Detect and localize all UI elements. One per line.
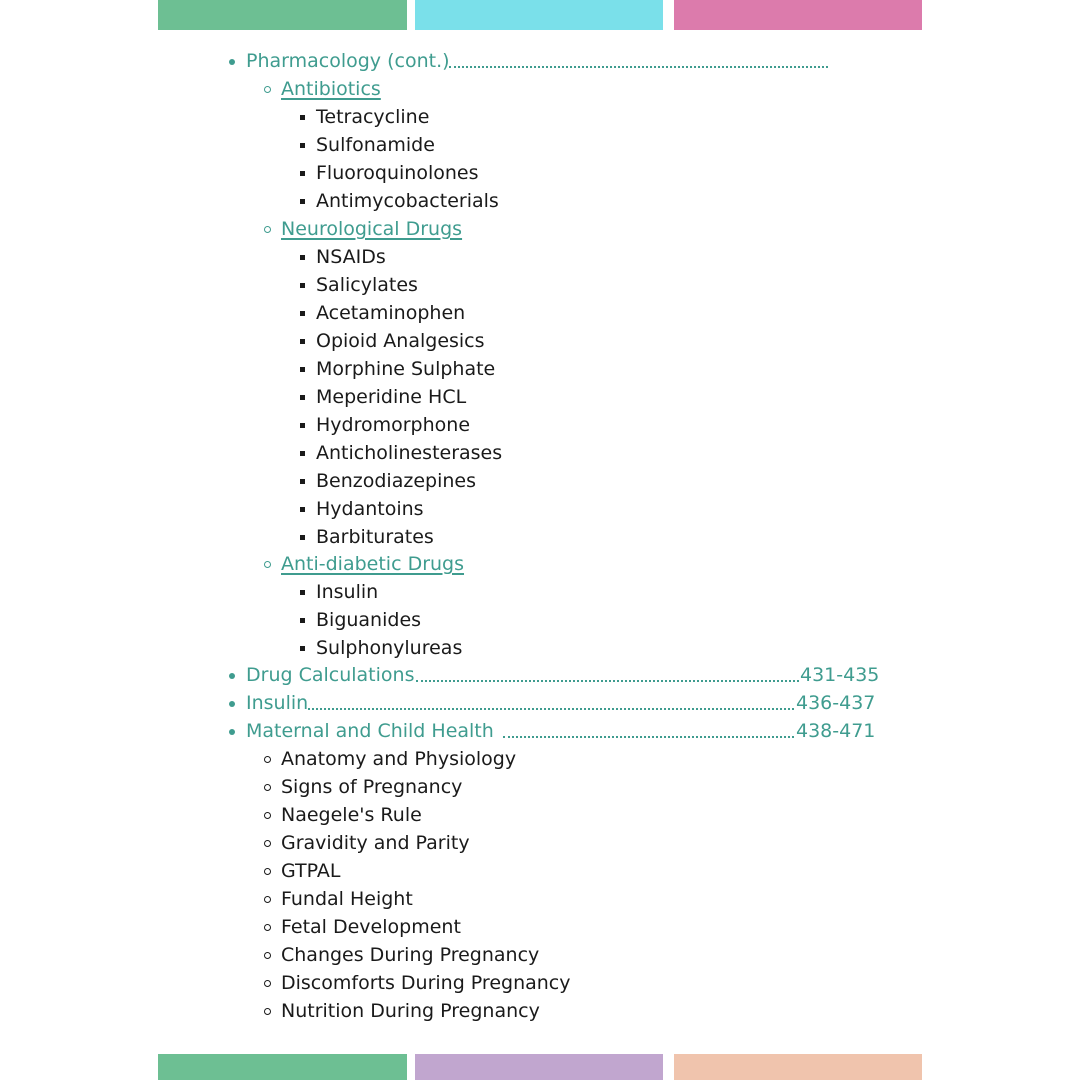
toc-entry-pharmacology[interactable]: Pharmacology (cont.) bbox=[246, 50, 450, 72]
toc-item: Morphine Sulphate bbox=[316, 358, 496, 380]
toc-item: Changes During Pregnancy bbox=[281, 944, 540, 966]
circle-bullet-icon bbox=[264, 1008, 271, 1015]
toc-item: Opioid Analgesics bbox=[316, 330, 485, 352]
circle-bullet-icon bbox=[264, 924, 271, 931]
circle-bullet-icon bbox=[264, 896, 271, 903]
toc-item: Acetaminophen bbox=[316, 302, 466, 324]
square-bullet-icon bbox=[300, 311, 305, 316]
toc-item: Anticholinesterases bbox=[316, 442, 503, 464]
square-bullet-icon bbox=[300, 171, 305, 176]
toc-item: Meperidine HCL bbox=[316, 386, 467, 408]
bullet-icon bbox=[229, 701, 235, 707]
circle-bullet-icon bbox=[264, 812, 271, 819]
top-bar-green bbox=[158, 0, 407, 30]
top-bar-cyan bbox=[415, 0, 663, 30]
toc-item: Naegele's Rule bbox=[281, 804, 422, 826]
toc-link-anti-diabetic-drugs[interactable]: Anti-diabetic Drugs bbox=[281, 553, 465, 575]
square-bullet-icon bbox=[300, 283, 305, 288]
bottom-bar-green bbox=[158, 1054, 407, 1080]
bullet-icon bbox=[229, 729, 235, 735]
circle-bullet-icon bbox=[264, 561, 271, 568]
square-bullet-icon bbox=[300, 646, 305, 651]
toc-item: Benzodiazepines bbox=[316, 470, 476, 492]
square-bullet-icon bbox=[300, 255, 305, 260]
circle-bullet-icon bbox=[264, 868, 271, 875]
circle-bullet-icon bbox=[264, 980, 271, 987]
dot-leader bbox=[449, 66, 828, 68]
toc-item: Tetracycline bbox=[316, 106, 430, 128]
toc-item: NSAIDs bbox=[316, 246, 386, 268]
toc-link-neurological-drugs[interactable]: Neurological Drugs bbox=[281, 218, 463, 240]
toc-item: Sulphonylureas bbox=[316, 637, 463, 659]
circle-bullet-icon bbox=[264, 784, 271, 791]
toc-item: Gravidity and Parity bbox=[281, 832, 470, 854]
square-bullet-icon bbox=[300, 143, 305, 148]
toc-item: Biguanides bbox=[316, 609, 422, 631]
dot-leader bbox=[416, 680, 799, 682]
square-bullet-icon bbox=[300, 199, 305, 204]
toc-entry-drug-calculations[interactable]: Drug Calculations bbox=[246, 664, 415, 686]
toc-item: Signs of Pregnancy bbox=[281, 776, 463, 798]
square-bullet-icon bbox=[300, 115, 305, 120]
square-bullet-icon bbox=[300, 367, 305, 372]
toc-item: Fundal Height bbox=[281, 888, 413, 910]
toc-item: Discomforts During Pregnancy bbox=[281, 972, 571, 994]
toc-item: GTPAL bbox=[281, 860, 341, 882]
circle-bullet-icon bbox=[264, 952, 271, 959]
toc-item: Salicylates bbox=[316, 274, 418, 296]
square-bullet-icon bbox=[300, 618, 305, 623]
toc-entry-insulin[interactable]: Insulin bbox=[246, 692, 309, 714]
toc-item: Anatomy and Physiology bbox=[281, 748, 517, 770]
circle-bullet-icon bbox=[264, 756, 271, 763]
square-bullet-icon bbox=[300, 590, 305, 595]
bottom-bar-lavender bbox=[415, 1054, 663, 1080]
toc-item: Hydantoins bbox=[316, 498, 424, 520]
toc-item: Barbiturates bbox=[316, 526, 434, 548]
square-bullet-icon bbox=[300, 479, 305, 484]
toc-item: Antimycobacterials bbox=[316, 190, 499, 212]
circle-bullet-icon bbox=[264, 840, 271, 847]
bottom-bar-peach bbox=[674, 1054, 922, 1080]
toc-entry-maternal-child-health[interactable]: Maternal and Child Health bbox=[246, 720, 494, 742]
toc-item: Sulfonamide bbox=[316, 134, 435, 156]
square-bullet-icon bbox=[300, 507, 305, 512]
square-bullet-icon bbox=[300, 451, 305, 456]
square-bullet-icon bbox=[300, 395, 305, 400]
square-bullet-icon bbox=[300, 423, 305, 428]
toc-item: Fluoroquinolones bbox=[316, 162, 479, 184]
toc-link-antibiotics[interactable]: Antibiotics bbox=[281, 78, 381, 100]
page-range: 436-437 bbox=[796, 692, 876, 714]
toc-item: Insulin bbox=[316, 581, 379, 603]
bullet-icon bbox=[229, 673, 235, 679]
square-bullet-icon bbox=[300, 535, 305, 540]
bullet-icon bbox=[229, 59, 235, 65]
toc-item: Nutrition During Pregnancy bbox=[281, 1000, 540, 1022]
dot-leader bbox=[308, 708, 794, 710]
page-range: 438-471 bbox=[796, 720, 876, 742]
circle-bullet-icon bbox=[264, 86, 271, 93]
circle-bullet-icon bbox=[264, 226, 271, 233]
dot-leader bbox=[503, 736, 794, 738]
toc-item: Fetal Development bbox=[281, 916, 461, 938]
top-bar-pink bbox=[674, 0, 922, 30]
toc-item: Hydromorphone bbox=[316, 414, 471, 436]
square-bullet-icon bbox=[300, 339, 305, 344]
page-range: 431-435 bbox=[800, 664, 880, 686]
